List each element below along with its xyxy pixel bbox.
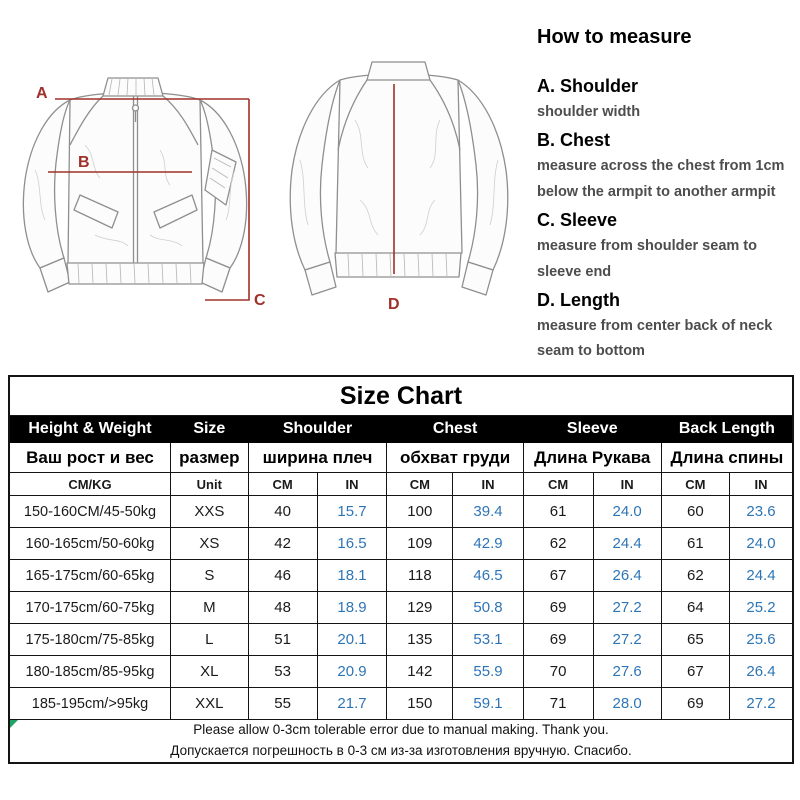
col-header-ru-size: размер: [171, 443, 249, 473]
cell-shoulder-in: 18.9: [317, 592, 387, 624]
unit-sleeve-in: IN: [593, 473, 661, 496]
cell-sleeve-in: 24.0: [593, 496, 661, 528]
cell-chest-in: 46.5: [453, 560, 524, 592]
col-header-back-length: Back Length: [661, 416, 793, 443]
jacket-front-drawing: [23, 78, 246, 292]
cell-height-weight: 160-165cm/50-60kg: [9, 528, 171, 560]
col-header-shoulder: Shoulder: [248, 416, 387, 443]
table-row: [9, 560, 793, 592]
unit-cmkg: CM/KG: [9, 473, 171, 496]
cell-sleeve-cm: 67: [523, 560, 593, 592]
cell-height-weight: 165-175cm/60-65kg: [9, 560, 171, 592]
cell-size: XL: [171, 656, 249, 688]
cell-chest-cm: 150: [387, 688, 453, 720]
cell-chest-in: 42.9: [453, 528, 524, 560]
table-row: [9, 656, 793, 688]
label-c-sleeve: C: [254, 292, 266, 309]
table-row: [9, 496, 793, 528]
excel-note-marker-icon: [10, 720, 18, 728]
measure-item-heading: A. Shoulder: [537, 76, 639, 96]
cell-back-length-cm: 69: [661, 688, 729, 720]
col-header-ru-sleeve: Длина Рукава: [523, 443, 661, 473]
label-b-chest: B: [78, 154, 90, 171]
cell-back-length-cm: 65: [661, 624, 729, 656]
measure-item-desc: shoulder width: [537, 104, 641, 120]
cell-chest-cm: 118: [387, 560, 453, 592]
unit-shoulder-cm: CM: [248, 473, 317, 496]
cell-back-length-in: 27.2: [729, 688, 793, 720]
table-footer: [9, 720, 793, 764]
footer-row: [9, 720, 793, 764]
label-a-shoulder: A: [36, 85, 48, 102]
table-row: [9, 624, 793, 656]
cell-sleeve-cm: 62: [523, 528, 593, 560]
col-header-sleeve: Sleeve: [523, 416, 661, 443]
col-header-ru-shoulder: ширина плеч: [248, 443, 387, 473]
cell-chest-cm: 129: [387, 592, 453, 624]
size-chart-title: Size Chart: [9, 376, 793, 416]
cell-height-weight: 150-160CM/45-50kg: [9, 496, 171, 528]
measure-item-shoulder: [537, 76, 793, 125]
cell-back-length-cm: 61: [661, 528, 729, 560]
cell-sleeve-in: 27.2: [593, 624, 661, 656]
col-header-chest: Chest: [387, 416, 523, 443]
cell-shoulder-in: 18.1: [317, 560, 387, 592]
measure-item-sleeve: [537, 210, 793, 285]
cell-shoulder-in: 21.7: [317, 688, 387, 720]
cell-sleeve-in: 27.6: [593, 656, 661, 688]
cell-sleeve-in: 27.2: [593, 592, 661, 624]
title-row: [9, 376, 793, 416]
cell-height-weight: 175-180cm/75-85kg: [9, 624, 171, 656]
cell-chest-in: 53.1: [453, 624, 524, 656]
unit-sleeve-cm: CM: [523, 473, 593, 496]
cell-sleeve-cm: 61: [523, 496, 593, 528]
measure-item-heading: B. Chest: [537, 130, 611, 151]
col-header-ru-chest: обхват груди: [387, 443, 523, 473]
header-row-units: [9, 473, 793, 496]
cell-back-length-cm: 67: [661, 656, 729, 688]
cell-size: S: [171, 560, 249, 592]
cell-shoulder-in: 16.5: [317, 528, 387, 560]
cell-back-length-cm: 62: [661, 560, 729, 592]
cell-back-length-in: 26.4: [729, 656, 793, 688]
cell-size: XXS: [171, 496, 249, 528]
cell-sleeve-in: 26.4: [593, 560, 661, 592]
table-row: [9, 528, 793, 560]
jacket-measure-diagram: [0, 50, 540, 370]
cell-size: XS: [171, 528, 249, 560]
label-d-length: D: [388, 296, 400, 313]
cell-size: L: [171, 624, 249, 656]
col-header-ru-back-length: Длина спины: [661, 443, 793, 473]
measure-item-heading: C. Sleeve: [537, 210, 618, 231]
cell-sleeve-cm: 70: [523, 656, 593, 688]
table-row: [9, 592, 793, 624]
unit-back-length-cm: CM: [661, 473, 729, 496]
cell-shoulder-in: 20.1: [317, 624, 387, 656]
unit-back-length-in: IN: [729, 473, 793, 496]
measure-item-heading: D. Length: [537, 289, 620, 310]
col-header-size: Size: [171, 416, 249, 443]
measure-item-desc: measure across the chest from 1cm below the armpit to another armpit: [537, 158, 785, 200]
measure-item-length: [537, 290, 793, 365]
cell-chest-cm: 142: [387, 656, 453, 688]
how-to-measure-title: How to measure: [537, 26, 692, 48]
unit-label: Unit: [171, 473, 249, 496]
cell-back-length-in: 24.0: [729, 528, 793, 560]
cell-back-length-cm: 64: [661, 592, 729, 624]
cell-back-length-in: 24.4: [729, 560, 793, 592]
footer-line-en: Please allow 0-3cm tolerable error due to manual making. Thank you.: [193, 722, 609, 738]
measure-item-desc: measure from center back of neck seam to bottom: [537, 317, 773, 360]
cell-sleeve-cm: 69: [523, 624, 593, 656]
cell-sleeve-cm: 71: [523, 688, 593, 720]
cell-chest-in: 50.8: [453, 592, 524, 624]
jacket-back-drawing: [290, 62, 508, 295]
cell-back-length-in: 25.6: [729, 624, 793, 656]
cell-back-length-cm: 60: [661, 496, 729, 528]
measure-item-desc: measure from shoulder seam to sleeve end: [537, 238, 757, 280]
cell-sleeve-in: 24.4: [593, 528, 661, 560]
unit-chest-cm: CM: [387, 473, 453, 496]
cell-shoulder-in: 20.9: [317, 656, 387, 688]
cell-shoulder-cm: 46: [248, 560, 317, 592]
cell-shoulder-in: 15.7: [317, 496, 387, 528]
cell-shoulder-cm: 51: [248, 624, 317, 656]
cell-shoulder-cm: 53: [248, 656, 317, 688]
size-table-body: [9, 496, 793, 720]
footer-line-ru: Допускается погрешность в 0-3 см из-за изготовления вручную. Спасибо.: [170, 743, 632, 758]
cell-shoulder-cm: 55: [248, 688, 317, 720]
col-header-ru-height-weight: Ваш рост и вес: [9, 443, 171, 473]
cell-back-length-in: 25.2: [729, 592, 793, 624]
header-row-english: [9, 416, 793, 443]
cell-shoulder-cm: 40: [248, 496, 317, 528]
unit-shoulder-in: IN: [317, 473, 387, 496]
cell-shoulder-cm: 48: [248, 592, 317, 624]
col-header-height-weight: Height & Weight: [9, 416, 171, 443]
cell-sleeve-cm: 69: [523, 592, 593, 624]
cell-size: XXL: [171, 688, 249, 720]
cell-chest-in: 55.9: [453, 656, 524, 688]
cell-chest-in: 39.4: [453, 496, 524, 528]
cell-sleeve-in: 28.0: [593, 688, 661, 720]
cell-shoulder-cm: 42: [248, 528, 317, 560]
measure-item-chest: [537, 130, 793, 205]
how-to-measure-section: [537, 26, 793, 365]
size-chart-table: [8, 375, 794, 764]
cell-size: M: [171, 592, 249, 624]
cell-height-weight: 170-175cm/60-75kg: [9, 592, 171, 624]
cell-chest-cm: 109: [387, 528, 453, 560]
header-row-russian: [9, 443, 793, 473]
cell-height-weight: 185-195cm/>95kg: [9, 688, 171, 720]
unit-chest-in: IN: [453, 473, 524, 496]
cell-chest-in: 59.1: [453, 688, 524, 720]
table-row: [9, 688, 793, 720]
cell-chest-cm: 100: [387, 496, 453, 528]
cell-height-weight: 180-185cm/85-95kg: [9, 656, 171, 688]
cell-back-length-in: 23.6: [729, 496, 793, 528]
cell-chest-cm: 135: [387, 624, 453, 656]
